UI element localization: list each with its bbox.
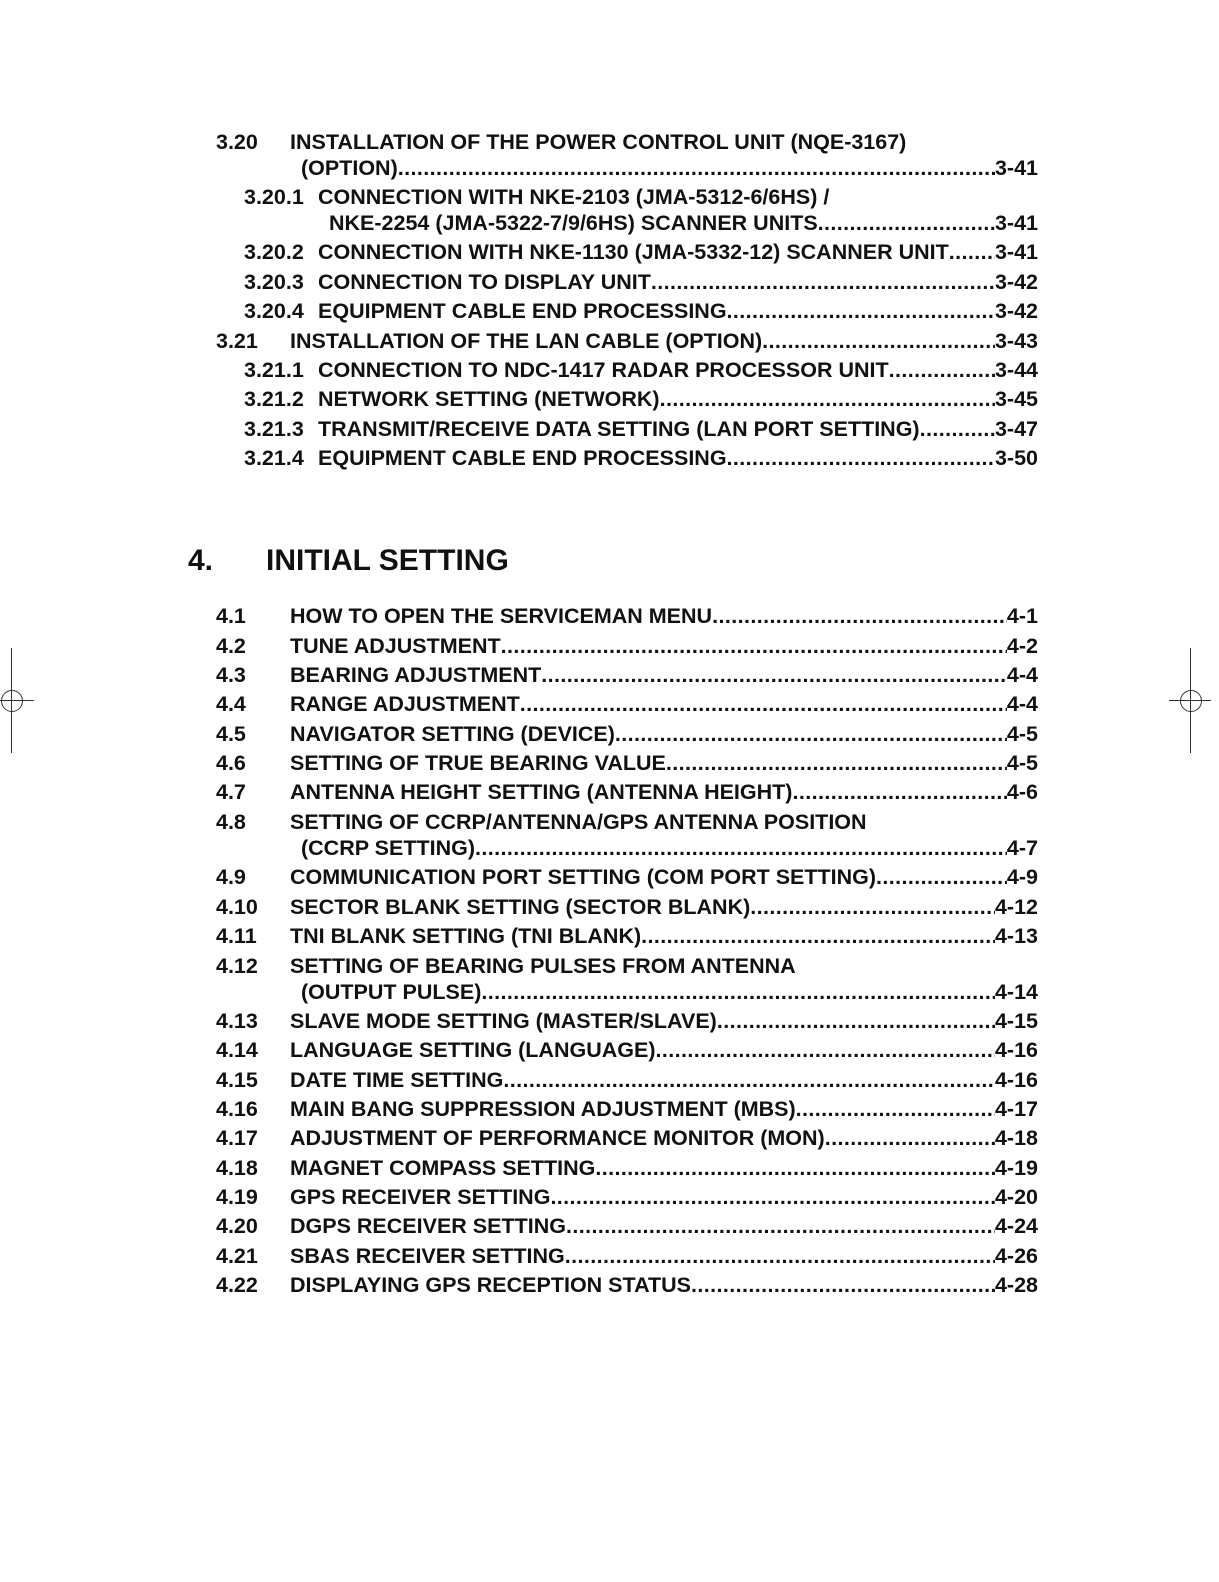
toc-entry-3-21-1[interactable] xyxy=(0,355,1219,385)
toc-entry-4-16[interactable] xyxy=(0,1094,1219,1124)
leader-dots xyxy=(717,1006,995,1036)
leader-dots xyxy=(949,237,995,267)
toc-entry-4-12-cont[interactable] xyxy=(0,977,1219,1007)
entry-number: 4.15 xyxy=(216,1068,258,1092)
leader-dots xyxy=(651,267,995,297)
entry-page: 4-4 xyxy=(1006,692,1038,716)
entry-page: 4-18 xyxy=(994,1126,1038,1150)
entry-page: 4-2 xyxy=(1006,634,1038,658)
entry-title: CONNECTION TO NDC-1417 RADAR PROCESSOR UNIT xyxy=(318,358,889,382)
leader-dots xyxy=(595,1153,995,1183)
toc-entry-4-13[interactable] xyxy=(0,1006,1219,1036)
entry-number: 3.21.2 xyxy=(244,387,304,411)
leader-dots xyxy=(712,601,1007,631)
entry-title-cont: NKE-2254 (JMA-5322-7/9/6HS) SCANNER UNITS xyxy=(329,211,818,235)
leader-dots xyxy=(727,443,995,473)
entry-title: SETTING OF BEARING PULSES FROM ANTENNA xyxy=(290,954,796,978)
entry-page: 3-41 xyxy=(994,240,1038,264)
entry-title: NAVIGATOR SETTING (DEVICE) xyxy=(290,722,615,746)
entry-title: GPS RECEIVER SETTING xyxy=(290,1185,551,1209)
leader-dots xyxy=(876,862,1007,892)
entry-title: SBAS RECEIVER SETTING xyxy=(290,1244,565,1268)
entry-title: DISPLAYING GPS RECEPTION STATUS xyxy=(290,1273,691,1297)
toc-entry-3-20-2[interactable] xyxy=(0,237,1219,267)
entry-number: 4.12 xyxy=(216,954,258,978)
entry-number: 4.17 xyxy=(216,1126,258,1150)
entry-page: 4-19 xyxy=(994,1156,1038,1180)
leader-dots xyxy=(550,1182,995,1212)
entry-title: MAIN BANG SUPPRESSION ADJUSTMENT (MBS) xyxy=(290,1097,796,1121)
entry-number: 4.3 xyxy=(216,663,246,687)
toc-entry-4-4[interactable] xyxy=(0,689,1219,719)
entry-title: MAGNET COMPASS SETTING xyxy=(290,1156,596,1180)
entry-page: 4-28 xyxy=(994,1273,1038,1297)
entry-title: DGPS RECEIVER SETTING xyxy=(290,1214,566,1238)
entry-number: 4.21 xyxy=(216,1244,258,1268)
toc-entry-3-21-2[interactable] xyxy=(0,384,1219,414)
entry-page: 3-44 xyxy=(994,358,1038,382)
entry-number: 3.20.2 xyxy=(244,240,304,264)
entry-number: 4.7 xyxy=(216,780,246,804)
entry-title: EQUIPMENT CABLE END PROCESSING xyxy=(318,299,727,323)
entry-number: 4.2 xyxy=(216,634,246,658)
entry-title: NETWORK SETTING (NETWORK) xyxy=(318,387,660,411)
leader-dots xyxy=(520,689,1007,719)
entry-number: 4.8 xyxy=(216,810,246,834)
entry-number: 3.21.4 xyxy=(244,446,304,470)
chapter-number: 4. xyxy=(188,544,214,577)
entry-page: 4-14 xyxy=(994,980,1038,1004)
toc-entry-4-14[interactable] xyxy=(0,1035,1219,1065)
toc-entry-4-8-cont[interactable] xyxy=(0,833,1219,863)
entry-title: LANGUAGE SETTING (LANGUAGE) xyxy=(290,1038,656,1062)
toc-entry-4-1[interactable] xyxy=(0,601,1219,631)
entry-number: 3.20.4 xyxy=(244,299,304,323)
leader-dots xyxy=(398,153,995,183)
entry-title: CONNECTION TO DISPLAY UNIT xyxy=(318,270,651,294)
leader-dots xyxy=(501,631,1007,661)
leader-dots xyxy=(889,355,995,385)
entry-title: INSTALLATION OF THE LAN CABLE (OPTION) xyxy=(290,329,763,353)
entry-number: 4.10 xyxy=(216,895,258,919)
toc-entry-3-20-cont[interactable] xyxy=(0,153,1219,183)
entry-page: 4-5 xyxy=(1006,722,1038,746)
entry-page: 4-16 xyxy=(994,1038,1038,1062)
toc-entry-4-19[interactable] xyxy=(0,1182,1219,1212)
toc-entry-3-21-4[interactable] xyxy=(0,443,1219,473)
toc-entry-3-21-3[interactable] xyxy=(0,414,1219,444)
entry-page: 4-4 xyxy=(1006,663,1038,687)
entry-page: 4-12 xyxy=(994,895,1038,919)
toc-entry-4-7[interactable] xyxy=(0,777,1219,807)
entry-title: EQUIPMENT CABLE END PROCESSING xyxy=(318,446,727,470)
entry-page: 3-41 xyxy=(994,156,1038,180)
entry-title: ADJUSTMENT OF PERFORMANCE MONITOR (MON) xyxy=(290,1126,825,1150)
toc-entry-3-20-1-cont[interactable] xyxy=(0,208,1219,238)
entry-number: 3.20 xyxy=(216,130,258,154)
entry-number: 4.4 xyxy=(216,692,246,716)
leader-dots xyxy=(566,1211,995,1241)
entry-page: 3-42 xyxy=(994,270,1038,294)
entry-number: 4.14 xyxy=(216,1038,258,1062)
entry-number: 3.21 xyxy=(216,329,258,353)
leader-dots xyxy=(792,777,1006,807)
entry-title: SLAVE MODE SETTING (MASTER/SLAVE) xyxy=(290,1009,717,1033)
leader-dots xyxy=(762,326,995,356)
leader-dots xyxy=(691,1270,995,1300)
entry-number: 4.6 xyxy=(216,751,246,775)
entry-title: INSTALLATION OF THE POWER CONTROL UNIT (NQE-3167) xyxy=(290,130,907,154)
entry-title: TRANSMIT/RECEIVE DATA SETTING (LAN PORT SETTING) xyxy=(318,417,920,441)
entry-number: 3.20.1 xyxy=(244,185,304,209)
toc-entry-4-21[interactable] xyxy=(0,1241,1219,1271)
toc-entry-4-2[interactable] xyxy=(0,631,1219,661)
leader-dots xyxy=(796,1094,995,1124)
leader-dots xyxy=(503,1065,995,1095)
chapter-title: INITIAL SETTING xyxy=(266,544,509,577)
leader-dots xyxy=(660,384,995,414)
leader-dots xyxy=(818,208,995,238)
entry-page: 3-50 xyxy=(994,446,1038,470)
entry-number: 4.1 xyxy=(216,604,246,628)
entry-title: ANTENNA HEIGHT SETTING (ANTENNA HEIGHT) xyxy=(290,780,793,804)
entry-number: 4.9 xyxy=(216,865,246,889)
entry-title-cont: (OUTPUT PULSE) xyxy=(301,980,482,1004)
entry-page: 4-13 xyxy=(994,924,1038,948)
leader-dots xyxy=(656,1035,995,1065)
entry-title: SETTING OF CCRP/ANTENNA/GPS ANTENNA POSITION xyxy=(290,810,867,834)
entry-number: 3.20.3 xyxy=(244,270,304,294)
entry-page: 4-5 xyxy=(1006,751,1038,775)
leader-dots xyxy=(727,296,995,326)
entry-title: COMMUNICATION PORT SETTING (COM PORT SETTING) xyxy=(290,865,877,889)
entry-title-cont: (CCRP SETTING) xyxy=(301,836,475,860)
toc-entry-3-20-4[interactable] xyxy=(0,296,1219,326)
entry-title: SETTING OF TRUE BEARING VALUE xyxy=(290,751,666,775)
toc-entry-3-20-3[interactable] xyxy=(0,267,1219,297)
toc-entry-4-20[interactable] xyxy=(0,1211,1219,1241)
entry-title: BEARING ADJUSTMENT xyxy=(290,663,542,687)
toc-entry-4-3[interactable] xyxy=(0,660,1219,690)
entry-page: 4-16 xyxy=(994,1068,1038,1092)
entry-number: 3.21.3 xyxy=(244,417,304,441)
entry-title: DATE TIME SETTING xyxy=(290,1068,504,1092)
entry-page: 3-41 xyxy=(994,211,1038,235)
entry-page: 3-43 xyxy=(994,329,1038,353)
entry-page: 3-42 xyxy=(994,299,1038,323)
entry-number: 3.21.1 xyxy=(244,358,304,382)
toc-entry-4-5[interactable] xyxy=(0,719,1219,749)
toc-entry-3-21[interactable] xyxy=(0,326,1219,356)
entry-page: 3-45 xyxy=(994,387,1038,411)
entry-title: RANGE ADJUSTMENT xyxy=(290,692,520,716)
toc-entry-4-6[interactable] xyxy=(0,748,1219,778)
entry-number: 4.18 xyxy=(216,1156,258,1180)
entry-page: 3-47 xyxy=(994,417,1038,441)
leader-dots xyxy=(565,1241,995,1271)
entry-title: CONNECTION WITH NKE-1130 (JMA-5332-12) SCANNER UNIT xyxy=(318,240,949,264)
entry-page: 4-15 xyxy=(994,1009,1038,1033)
leader-dots xyxy=(750,892,995,922)
leader-dots xyxy=(666,748,1007,778)
toc-entry-4-11[interactable] xyxy=(0,921,1219,951)
entry-number: 4.19 xyxy=(216,1185,258,1209)
entry-title-cont: (OPTION) xyxy=(301,156,398,180)
leader-dots xyxy=(541,660,1007,690)
entry-page: 4-20 xyxy=(994,1185,1038,1209)
leader-dots xyxy=(825,1123,995,1153)
leader-dots xyxy=(475,833,1007,863)
toc-entry-4-22[interactable] xyxy=(0,1270,1219,1300)
toc-entry-4-17[interactable] xyxy=(0,1123,1219,1153)
entry-page: 4-6 xyxy=(1006,780,1038,804)
entry-number: 4.5 xyxy=(216,722,246,746)
entry-page: 4-24 xyxy=(994,1214,1038,1238)
leader-dots xyxy=(615,719,1007,749)
leader-dots xyxy=(481,977,995,1007)
entry-page: 4-7 xyxy=(1006,836,1038,860)
toc-entry-4-18[interactable] xyxy=(0,1153,1219,1183)
entry-title: TNI BLANK SETTING (TNI BLANK) xyxy=(290,924,642,948)
entry-number: 4.11 xyxy=(216,924,257,948)
entry-page: 4-9 xyxy=(1006,865,1038,889)
entry-title: HOW TO OPEN THE SERVICEMAN MENU xyxy=(290,604,713,628)
toc-entry-4-10[interactable] xyxy=(0,892,1219,922)
entry-number: 4.16 xyxy=(216,1097,258,1121)
entry-title: CONNECTION WITH NKE-2103 (JMA-5312-6/6HS) / xyxy=(318,185,830,209)
entry-page: 4-26 xyxy=(994,1244,1038,1268)
entry-number: 4.20 xyxy=(216,1214,258,1238)
entry-title: TUNE ADJUSTMENT xyxy=(290,634,501,658)
leader-dots xyxy=(641,921,995,951)
entry-title: SECTOR BLANK SETTING (SECTOR BLANK) xyxy=(290,895,751,919)
entry-number: 4.22 xyxy=(216,1273,258,1297)
leader-dots xyxy=(920,414,995,444)
toc-entry-4-15[interactable] xyxy=(0,1065,1219,1095)
entry-page: 4-17 xyxy=(994,1097,1038,1121)
toc-entry-4-9[interactable] xyxy=(0,862,1219,892)
entry-number: 4.13 xyxy=(216,1009,258,1033)
entry-page: 4-1 xyxy=(1006,604,1038,628)
